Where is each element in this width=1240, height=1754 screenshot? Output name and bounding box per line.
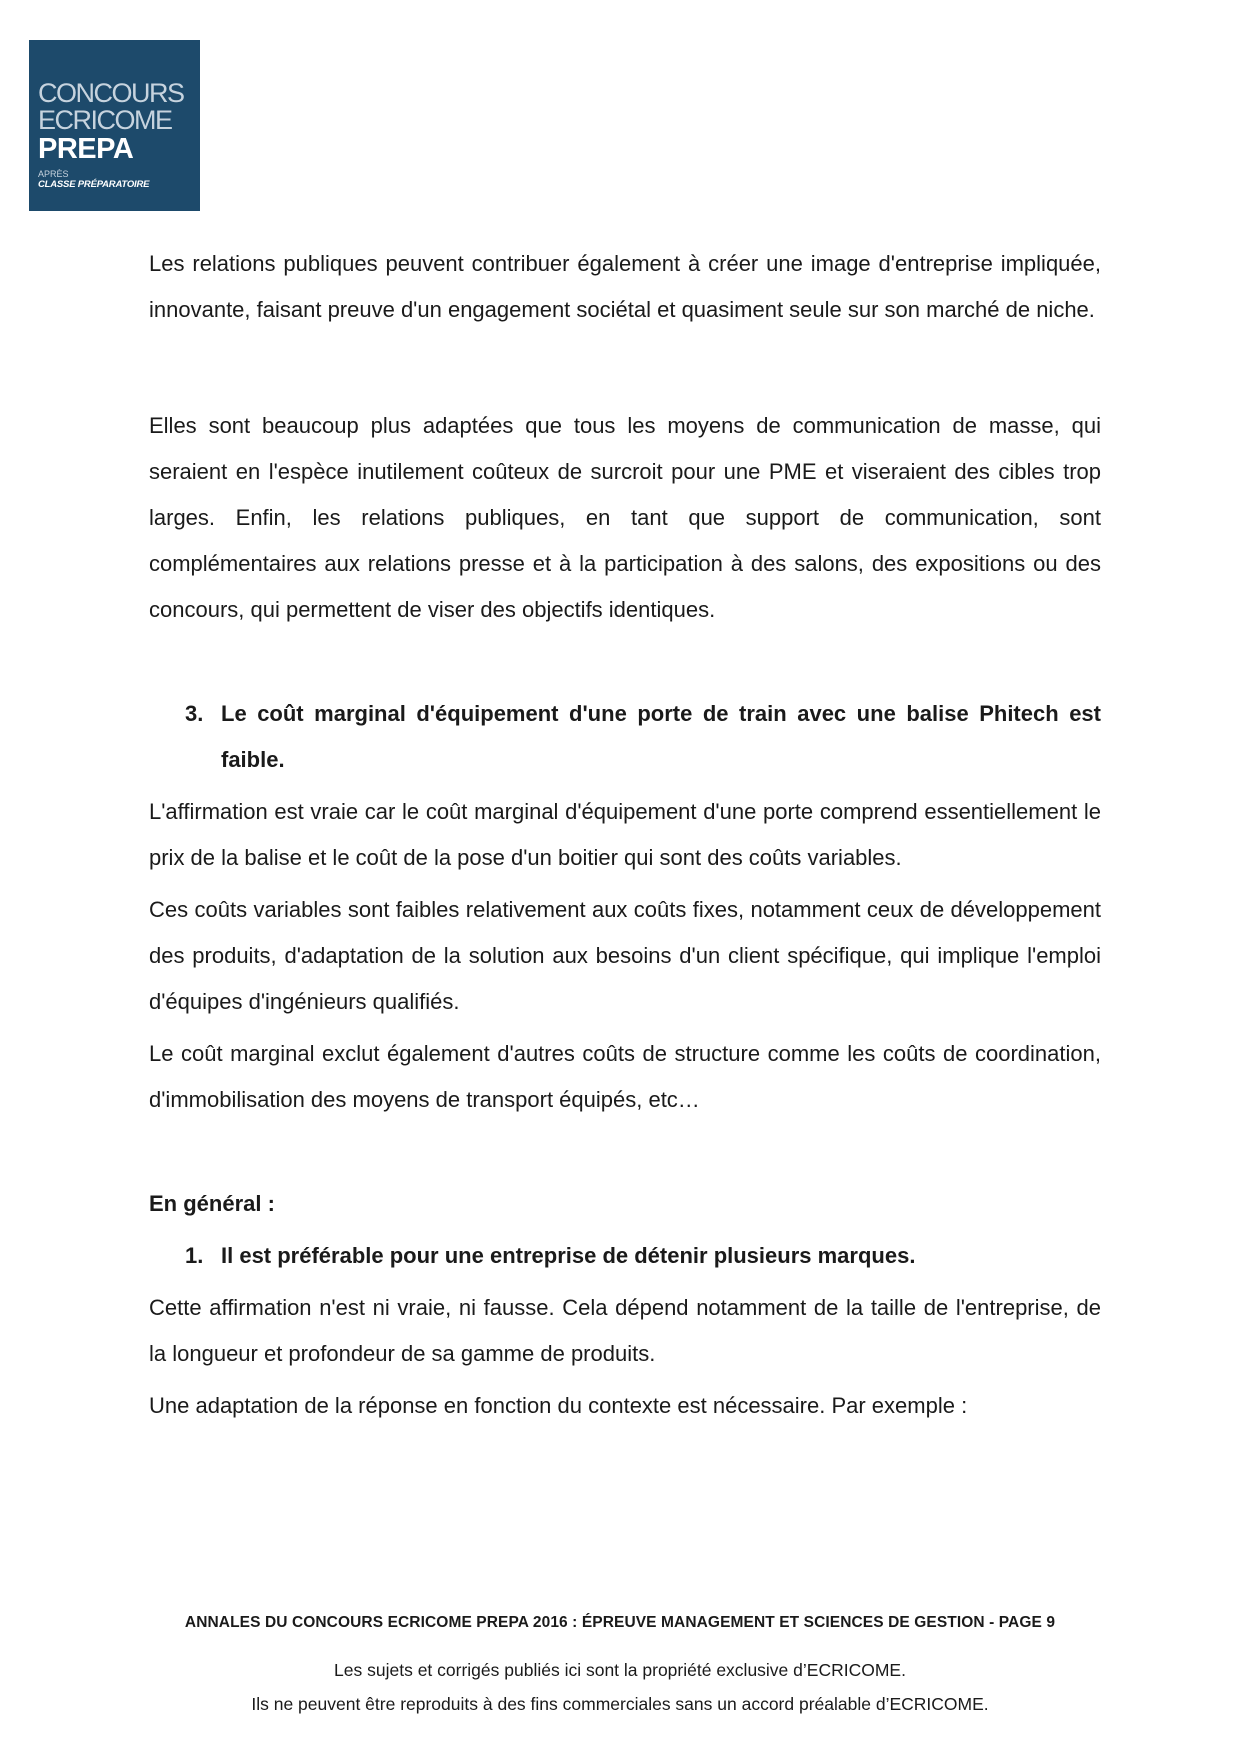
paragraph-affirmation-vraie: L'affirmation est vraie car le coût marginal d'équipement d'une porte comprend essentiellement le prix de la balise et le coût de la pose d'un boitier qui sont des coûts variables. <box>149 799 1101 870</box>
list-item-number: 3. <box>185 701 204 726</box>
paragraph-cout-marginal: Le coût marginal exclut également d'autres coûts de structure comme les coûts de coordination, d'immobilisation des moyens de transport équipés, etc… <box>149 1041 1101 1112</box>
logo-line-classe: CLASSE PRÉPARATOIRE <box>38 179 150 190</box>
ecricome-logo <box>29 40 200 211</box>
list-item-3 <box>149 691 1101 783</box>
logo-line-apres: APRÈS <box>38 169 69 179</box>
list-item-number: 1. <box>185 1243 204 1268</box>
list-item-text: Il est préférable pour une entreprise de détenir plusieurs marques. <box>221 1243 916 1268</box>
paragraph-relations-publiques: Les relations publiques peuvent contribuer également à créer une image d'entreprise impliquée, innovante, faisant preuve d'un engagement sociétal et quasiment seule sur son marché de niche. <box>149 251 1101 322</box>
footer-reproduction-note: Ils ne peuvent être reproduits à des fins commerciales sans un accord préalable d’ECRICOME. <box>251 1694 989 1714</box>
list-item-1 <box>149 1233 1101 1279</box>
section-heading: En général : <box>149 1191 275 1216</box>
logo-line-ecricome: ECRICOME <box>38 105 172 135</box>
document-body <box>149 241 1101 1429</box>
paragraph-couts-variables: Ces coûts variables sont faibles relativement aux coûts fixes, notamment ceux de développement des produits, d'adaptation de la solution aux besoins d'un client spécifique, qui implique l'emploi d'équipes d'ingénieurs qualifiés. <box>149 897 1101 1014</box>
list-item-text: Le coût marginal d'équipement d'une porte de train avec une balise Phitech est faible. <box>221 701 1101 772</box>
paragraph-communication-masse: Elles sont beaucoup plus adaptées que tous les moyens de communication de masse, qui seraient en l'espèce inutilement coûteux de surcroit pour une PME et viseraient des cibles trop larges. Enfin, les relations publiques, en tant que support de communication, sont complémentaires aux relations presse et à la participation à des salons, des expositions ou des concours, qui permettent de viser des objectifs identiques. <box>149 413 1101 622</box>
paragraph-affirmation-ni-vraie: Cette affirmation n'est ni vraie, ni fausse. Cela dépend notamment de la taille de l'entreprise, de la longueur et profondeur de sa gamme de produits. <box>149 1295 1101 1366</box>
footer-copyright-note: Les sujets et corrigés publiés ici sont la propriété exclusive d’ECRICOME. <box>334 1660 906 1680</box>
logo-line-prepa: PREPA <box>38 133 134 165</box>
logo-line-concours: CONCOURS <box>38 78 184 108</box>
footer-title: ANNALES DU CONCOURS ECRICOME PREPA 2016 : ÉPREUVE MANAGEMENT ET SCIENCES DE GESTION - PAGE 9 <box>184 1614 1056 1631</box>
paragraph-adaptation: Une adaptation de la réponse en fonction du contexte est nécessaire. Par exemple : <box>149 1393 968 1418</box>
